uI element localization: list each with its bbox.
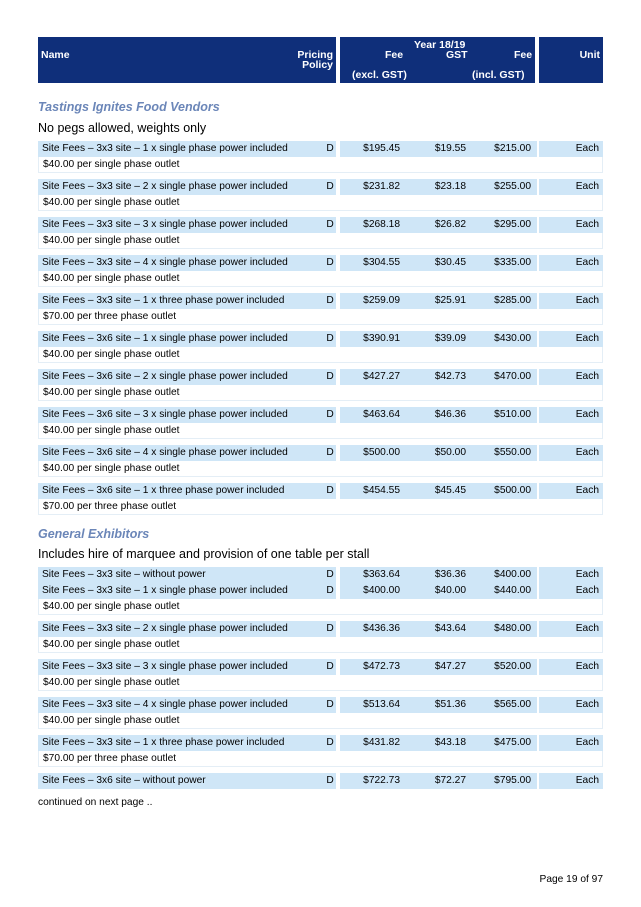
row-unit-cell <box>539 697 603 713</box>
row-fee-excl: $400.00 <box>363 585 400 596</box>
row-name-cell <box>38 293 336 309</box>
row-unit-cell <box>539 217 603 233</box>
row-unit: Each <box>575 447 599 458</box>
row-gst: $47.27 <box>434 661 466 672</box>
row-subnote: $40.00 per single phase outlet <box>38 385 603 401</box>
row-fee-incl: $285.00 <box>494 295 531 306</box>
row-subnote: $40.00 per single phase outlet <box>38 157 603 173</box>
header-year: Year 18/19 <box>414 39 466 51</box>
row-unit: Each <box>575 181 599 192</box>
row-fee-excl: $500.00 <box>363 447 400 458</box>
row-fee-incl: $430.00 <box>494 333 531 344</box>
row-fee-excl: $195.45 <box>363 143 400 154</box>
row-fee-excl: $390.91 <box>363 333 400 344</box>
header-fee-excl: Fee <box>385 49 404 61</box>
row-gst: $51.36 <box>434 699 466 710</box>
row-gst: $46.36 <box>434 409 466 420</box>
row-policy: D <box>326 737 334 748</box>
row-unit: Each <box>575 661 599 672</box>
row-gst: $23.18 <box>434 181 466 192</box>
row-policy: D <box>326 181 334 192</box>
row-unit-cell <box>539 331 603 347</box>
row-unit-cell <box>539 735 603 751</box>
row-fee-excl: $259.09 <box>363 295 400 306</box>
table-row <box>38 735 603 751</box>
row-policy: D <box>326 295 334 306</box>
row-unit-cell <box>539 567 603 583</box>
row-policy: D <box>326 661 334 672</box>
row-gst: $36.36 <box>434 569 466 580</box>
table-row <box>38 621 603 637</box>
row-gst: $39.09 <box>434 333 466 344</box>
row-policy: D <box>326 699 334 710</box>
header-fee-incl-sub: (incl. GST) <box>472 69 525 81</box>
row-gst: $45.45 <box>434 485 466 496</box>
row-unit: Each <box>575 569 599 580</box>
row-gst: $43.64 <box>434 623 466 634</box>
row-subnote: $70.00 per three phase outlet <box>38 751 603 767</box>
row-policy: D <box>326 257 334 268</box>
row-fee-excl: $513.64 <box>363 699 400 710</box>
row-unit: Each <box>575 585 599 596</box>
row-unit-cell <box>539 445 603 461</box>
row-unit-cell <box>539 255 603 271</box>
row-gst: $26.82 <box>434 219 466 230</box>
row-gst: $42.73 <box>434 371 466 382</box>
row-gst: $30.45 <box>434 257 466 268</box>
row-name-cell <box>38 255 336 271</box>
header-policy: Policy <box>302 59 333 71</box>
row-fee-excl: $431.82 <box>363 737 400 748</box>
row-gst: $43.18 <box>434 737 466 748</box>
row-subnote: $40.00 per single phase outlet <box>38 637 603 653</box>
row-fee-excl: $231.82 <box>363 181 400 192</box>
row-subnote: $40.00 per single phase outlet <box>38 461 603 477</box>
row-fee-incl: $500.00 <box>494 485 531 496</box>
row-unit-cell <box>539 583 603 599</box>
row-policy: D <box>326 447 334 458</box>
row-name-cell <box>38 369 336 385</box>
row-unit-cell <box>539 773 603 789</box>
table-header-fees <box>340 37 535 83</box>
row-subnote: $40.00 per single phase outlet <box>38 195 603 211</box>
row-policy: D <box>326 409 334 420</box>
row-policy: D <box>326 333 334 344</box>
section-note: No pegs allowed, weights only <box>38 121 207 135</box>
row-name-cell <box>38 583 336 599</box>
row-fee-excl: $463.64 <box>363 409 400 420</box>
table-header-name <box>38 37 336 83</box>
row-unit: Each <box>575 371 599 382</box>
row-fee-incl: $520.00 <box>494 661 531 672</box>
row-subnote: $40.00 per single phase outlet <box>38 233 603 249</box>
row-fee-incl: $400.00 <box>494 569 531 580</box>
row-name-cell <box>38 407 336 423</box>
row-gst: $25.91 <box>434 295 466 306</box>
row-unit: Each <box>575 737 599 748</box>
row-name: Site Fees – 3x3 site – 1 x three phase power included <box>42 737 285 748</box>
row-name-cell <box>38 445 336 461</box>
table-row <box>38 659 603 675</box>
row-name: Site Fees – 3x3 site – 3 x single phase power included <box>42 219 288 230</box>
section-title: General Exhibitors <box>38 527 150 541</box>
row-fee-excl: $454.55 <box>363 485 400 496</box>
row-fee-excl: $722.73 <box>363 775 400 786</box>
row-name: Site Fees – 3x6 site – 4 x single phase power included <box>42 447 288 458</box>
table-row <box>38 369 603 385</box>
table-row <box>38 293 603 309</box>
row-name: Site Fees – 3x6 site – 1 x three phase power included <box>42 485 285 496</box>
row-name-cell <box>38 331 336 347</box>
row-fee-incl: $215.00 <box>494 143 531 154</box>
row-fee-incl: $470.00 <box>494 371 531 382</box>
header-name: Name <box>41 49 70 61</box>
row-unit: Each <box>575 775 599 786</box>
row-unit: Each <box>575 333 599 344</box>
row-subnote: $70.00 per three phase outlet <box>38 309 603 325</box>
row-fee-incl: $295.00 <box>494 219 531 230</box>
row-gst: $50.00 <box>434 447 466 458</box>
row-unit-cell <box>539 407 603 423</box>
row-name-cell <box>38 697 336 713</box>
row-fee-incl: $550.00 <box>494 447 531 458</box>
row-name: Site Fees – 3x6 site – 2 x single phase power included <box>42 371 288 382</box>
row-unit-cell <box>539 179 603 195</box>
header-fee-excl-sub: (excl. GST) <box>352 69 407 81</box>
header-pricing: Pricing <box>297 49 333 61</box>
row-subnote: $40.00 per single phase outlet <box>38 423 603 439</box>
row-fee-incl: $255.00 <box>494 181 531 192</box>
row-gst: $19.55 <box>434 143 466 154</box>
table-row <box>38 445 603 461</box>
row-name: Site Fees – 3x3 site – 1 x single phase power included <box>42 585 288 596</box>
row-unit: Each <box>575 143 599 154</box>
row-fee-incl: $795.00 <box>494 775 531 786</box>
row-unit-cell <box>539 293 603 309</box>
row-unit-cell <box>539 621 603 637</box>
row-fee-incl: $565.00 <box>494 699 531 710</box>
row-name: Site Fees – 3x3 site – 1 x three phase power included <box>42 295 285 306</box>
row-name: Site Fees – 3x3 site – 4 x single phase power included <box>42 699 288 710</box>
row-unit-cell <box>539 659 603 675</box>
row-unit-cell <box>539 141 603 157</box>
header-fee-incl: Fee <box>514 49 533 61</box>
row-unit: Each <box>575 257 599 268</box>
section-note: Includes hire of marquee and provision of one table per stall <box>38 547 370 561</box>
table-row <box>38 483 603 499</box>
row-name-cell <box>38 567 336 583</box>
table-row <box>38 331 603 347</box>
row-policy: D <box>326 143 334 154</box>
header-gst: GST <box>446 49 468 61</box>
table-row <box>38 255 603 271</box>
row-name: Site Fees – 3x6 site – without power <box>42 775 206 786</box>
row-unit: Each <box>575 485 599 496</box>
table-row <box>38 407 603 423</box>
row-name: Site Fees – 3x3 site – 2 x single phase power included <box>42 181 288 192</box>
row-name-cell <box>38 483 336 499</box>
row-name-cell <box>38 621 336 637</box>
table-row <box>38 179 603 195</box>
table-header-unit <box>539 37 603 83</box>
row-unit: Each <box>575 699 599 710</box>
header-unit: Unit <box>579 49 600 61</box>
table-row <box>38 141 603 157</box>
row-name: Site Fees – 3x3 site – 1 x single phase power included <box>42 143 288 154</box>
row-gst: $40.00 <box>434 585 466 596</box>
row-name: Site Fees – 3x3 site – 3 x single phase power included <box>42 661 288 672</box>
row-subnote: $40.00 per single phase outlet <box>38 675 603 691</box>
row-policy: D <box>326 569 334 580</box>
row-subnote: $40.00 per single phase outlet <box>38 271 603 287</box>
row-subnote: $70.00 per three phase outlet <box>38 499 603 515</box>
row-name: Site Fees – 3x3 site – without power <box>42 569 206 580</box>
row-name-cell <box>38 659 336 675</box>
row-unit-cell <box>539 369 603 385</box>
row-fee-incl: $335.00 <box>494 257 531 268</box>
row-fee-incl: $440.00 <box>494 585 531 596</box>
row-name-cell <box>38 179 336 195</box>
row-fee-excl: $427.27 <box>363 371 400 382</box>
row-name: Site Fees – 3x3 site – 2 x single phase power included <box>42 623 288 634</box>
row-subnote: $40.00 per single phase outlet <box>38 713 603 729</box>
row-unit: Each <box>575 219 599 230</box>
row-gst: $72.27 <box>434 775 466 786</box>
table-row <box>38 567 603 583</box>
row-unit-cell <box>539 483 603 499</box>
row-unit: Each <box>575 409 599 420</box>
row-fee-excl: $436.36 <box>363 623 400 634</box>
table-row <box>38 583 603 599</box>
row-fee-excl: $304.55 <box>363 257 400 268</box>
row-fee-incl: $480.00 <box>494 623 531 634</box>
row-fee-incl: $475.00 <box>494 737 531 748</box>
page-number: Page 19 of 97 <box>539 874 603 885</box>
row-policy: D <box>326 371 334 382</box>
continued-note: continued on next page .. <box>38 797 153 808</box>
row-policy: D <box>326 219 334 230</box>
row-subnote: $40.00 per single phase outlet <box>38 347 603 363</box>
row-fee-incl: $510.00 <box>494 409 531 420</box>
table-row <box>38 773 603 789</box>
row-policy: D <box>326 623 334 634</box>
table-row <box>38 217 603 233</box>
row-fee-excl: $268.18 <box>363 219 400 230</box>
row-name-cell <box>38 773 336 789</box>
row-unit: Each <box>575 623 599 634</box>
row-fee-excl: $363.64 <box>363 569 400 580</box>
row-unit: Each <box>575 295 599 306</box>
row-name-cell <box>38 217 336 233</box>
row-name-cell <box>38 735 336 751</box>
row-policy: D <box>326 485 334 496</box>
row-name: Site Fees – 3x3 site – 4 x single phase power included <box>42 257 288 268</box>
row-policy: D <box>326 585 334 596</box>
row-subnote: $40.00 per single phase outlet <box>38 599 603 615</box>
table-row <box>38 697 603 713</box>
row-policy: D <box>326 775 334 786</box>
row-name-cell <box>38 141 336 157</box>
section-title: Tastings Ignites Food Vendors <box>38 100 220 114</box>
row-name: Site Fees – 3x6 site – 1 x single phase power included <box>42 333 288 344</box>
row-name: Site Fees – 3x6 site – 3 x single phase power included <box>42 409 288 420</box>
row-fee-excl: $472.73 <box>363 661 400 672</box>
